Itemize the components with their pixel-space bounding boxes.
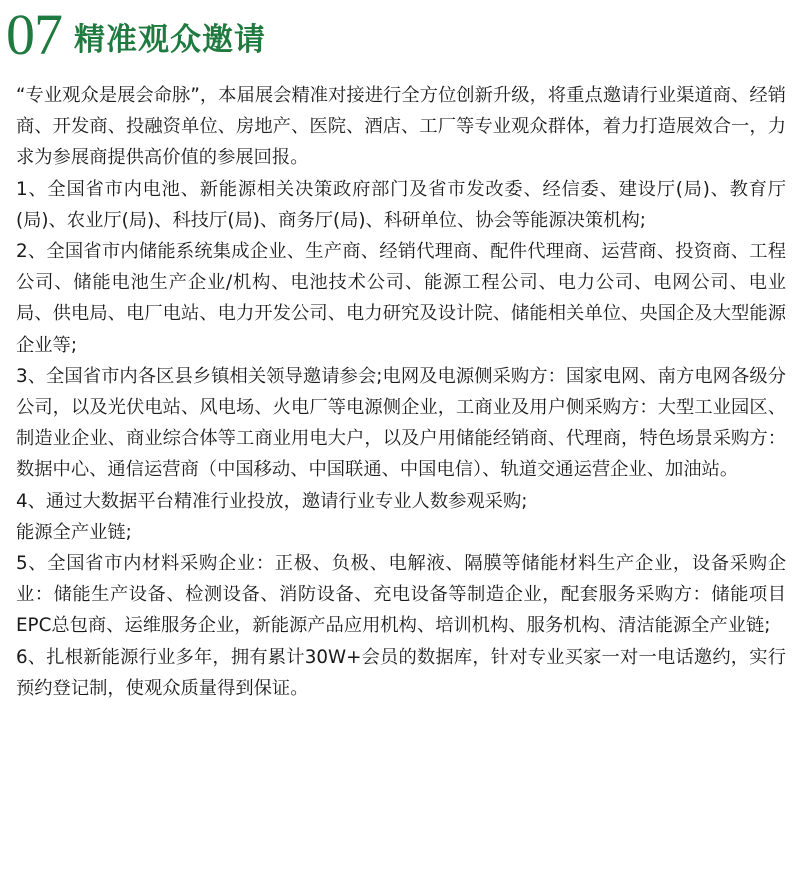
list-item-enterprises: 2、全国省市内储能系统集成企业、生产商、经销代理商、配件代理商、运营商、投资商、工程公司、储能电池生产企业/机构、电池技术公司、能源工程公司、电力公司、电网公司、电业局、供电局、电厂电站、电力开发公司、电力研究及设计院、储能相关单位、央国企及大型能源企业等; [16, 241, 786, 356]
intro-paragraph: “专业观众是展会命脉”，本届展会精准对接进行全方位创新升级，将重点邀请行业渠道商、经销商、开发商、投融资单位、房地产、医院、酒店、工厂等专业观众群体，着力打造展效合一，力求为参展商提供高价值的参展回报。 [16, 85, 786, 169]
list-item-big-data: 4、通过大数据平台精准行业投放，邀请行业专业人数参观采购; [16, 490, 528, 512]
section-title: 精准观众邀请 [74, 22, 266, 58]
list-item-database: 6、扎根新能源行业多年，拥有累计30W+会员的数据库，针对专业买家一对一电话邀约，实行预约登记制，使观众质量得到保证。 [16, 646, 786, 699]
list-item-government: 1、全国省市内电池、新能源相关决策政府部门及省市发改委、经信委、建设厅(局)、教育厅(局)、农业厅(局)、科技厅(局)、商务厅(局)、科研单位、协会等能源决策机构; [16, 178, 786, 231]
list-item-industry-chain: 能源全产业链; [16, 521, 132, 543]
section-body [16, 80, 786, 704]
list-item-material-buyers: 5、全国省市内材料采购企业：正极、负极、电解液、隔膜等储能材料生产企业，设备采购企业：储能生产设备、检测设备、消防设备、充电设备等制造企业，配套服务采购方：储能项目EPC总包商、运维服务企业，新能源产品应用机构、培训机构、服务机构、清洁能源全产业链; [16, 553, 786, 637]
section-number: 07 [6, 2, 62, 67]
section-header [6, 2, 266, 67]
list-item-regional-buyers: 3、全国省市内各区县乡镇相关领导邀请参会;电网及电源侧采购方：国家电网、南方电网各级分公司，以及光伏电站、风电场、火电厂等电源侧企业，工商业及用户侧采购方：大型工业园区、制造业企业、商业综合体等工商业用电大户，以及户用储能经销商、代理商，特色场景采购方：数据中心、通信运营商（中国移动、中国联通、中国电信）、轨道交通运营企业、加油站。 [16, 365, 786, 481]
